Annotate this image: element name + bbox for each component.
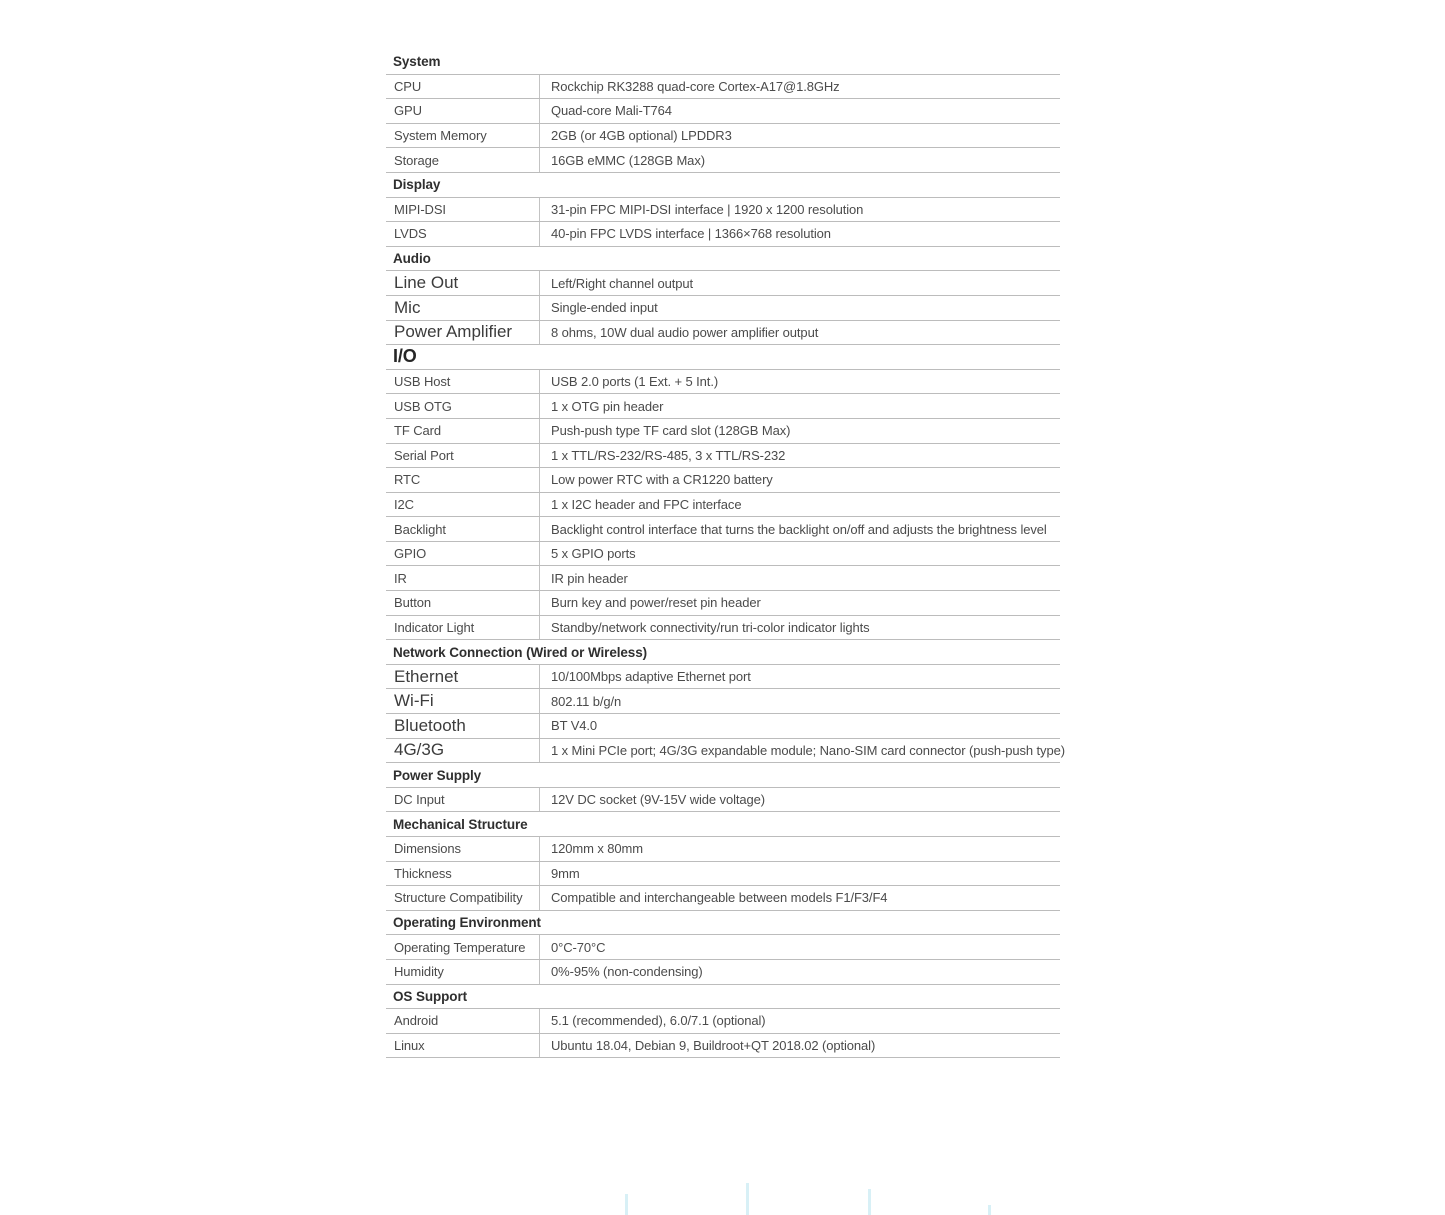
- spec-label: RTC: [386, 468, 540, 492]
- spec-row-power-amplifier: [386, 321, 1060, 346]
- spec-label: Button: [386, 591, 540, 615]
- spec-label: Operating Temperature: [386, 935, 540, 959]
- spec-row-indicator-light: [386, 616, 1060, 641]
- spec-value: 1 x I2C header and FPC interface: [551, 496, 742, 512]
- spec-value: Ubuntu 18.04, Debian 9, Buildroot+QT 2018.02 (optional): [551, 1038, 876, 1054]
- section-title: Display: [393, 177, 441, 193]
- spec-row-dc-input: [386, 788, 1060, 813]
- section-title: Audio: [393, 251, 431, 267]
- section-header-mechanical-structure: [386, 812, 1060, 837]
- spec-row-line-out: [386, 271, 1060, 296]
- spec-row-gpu: [386, 99, 1060, 124]
- footer-decoration-bar: [988, 1205, 991, 1215]
- spec-label: IR: [386, 566, 540, 590]
- spec-label: I2C: [386, 493, 540, 517]
- spec-label: GPU: [386, 99, 540, 123]
- section-header-audio: [386, 247, 1060, 272]
- spec-value: USB 2.0 ports (1 Ext. + 5 Int.): [551, 374, 719, 390]
- spec-row-mic: [386, 296, 1060, 321]
- spec-value: 1 x TTL/RS-232/RS-485, 3 x TTL/RS-232: [551, 447, 786, 463]
- section-title: OS Support: [393, 988, 467, 1004]
- spec-value: 10/100Mbps adaptive Ethernet port: [551, 669, 751, 685]
- spec-value: Push-push type TF card slot (128GB Max): [551, 423, 791, 439]
- spec-label: Ethernet: [386, 665, 540, 689]
- spec-label: Indicator Light: [386, 616, 540, 640]
- spec-value: 802.11 b/g/n: [551, 693, 622, 709]
- spec-label: Line Out: [386, 271, 540, 295]
- spec-value: 31-pin FPC MIPI-DSI interface | 1920 x 1200 resolution: [551, 201, 864, 217]
- spec-row-lvds: [386, 222, 1060, 247]
- spec-label: CPU: [386, 75, 540, 99]
- spec-label: MIPI-DSI: [386, 198, 540, 222]
- spec-label: Android: [386, 1009, 540, 1033]
- spec-row-bluetooth: [386, 714, 1060, 739]
- spec-row-ir: [386, 566, 1060, 591]
- footer-decoration-bar: [746, 1183, 749, 1215]
- spec-value: 9mm: [551, 865, 580, 881]
- spec-row-wi-fi: [386, 689, 1060, 714]
- spec-value: Left/Right channel output: [551, 275, 694, 291]
- spec-row-rtc: [386, 468, 1060, 493]
- spec-row-storage: [386, 148, 1060, 173]
- spec-value: BT V4.0: [551, 718, 598, 734]
- footer-decoration-bar: [625, 1194, 628, 1215]
- spec-label: USB Host: [386, 370, 540, 394]
- spec-label: Structure Compatibility: [386, 886, 540, 910]
- spec-label: Serial Port: [386, 444, 540, 468]
- spec-row-humidity: [386, 960, 1060, 985]
- spec-label: Wi-Fi: [386, 689, 540, 713]
- section-title: Operating Environment: [393, 915, 541, 931]
- spec-label: System Memory: [386, 124, 540, 148]
- spec-row-operating-temperature: [386, 935, 1060, 960]
- spec-value: 120mm x 80mm: [551, 841, 643, 857]
- spec-table: [386, 50, 1065, 1058]
- spec-label: Dimensions: [386, 837, 540, 861]
- spec-label: USB OTG: [386, 394, 540, 418]
- spec-row-usb-host: [386, 370, 1060, 395]
- section-header-display: [386, 173, 1060, 198]
- section-header-system: [386, 50, 1060, 75]
- spec-label: LVDS: [386, 222, 540, 246]
- spec-label: Linux: [386, 1034, 540, 1058]
- spec-value: Standby/network connectivity/run tri-color indicator lights: [551, 619, 870, 635]
- spec-value: 2GB (or 4GB optional) LPDDR3: [551, 128, 732, 144]
- spec-value: Backlight control interface that turns the backlight on/off and adjusts the brightness level: [551, 521, 1047, 537]
- spec-value: Compatible and interchangeable between models F1/F3/F4: [551, 890, 888, 906]
- spec-value: 8 ohms, 10W dual audio power amplifier output: [551, 324, 819, 340]
- spec-row-serial-port: [386, 444, 1060, 469]
- spec-label: Bluetooth: [386, 714, 540, 738]
- spec-row-dimensions: [386, 837, 1060, 862]
- spec-label: DC Input: [386, 788, 540, 812]
- spec-value: 5.1 (recommended), 6.0/7.1 (optional): [551, 1013, 766, 1029]
- spec-row-system-memory: [386, 124, 1060, 149]
- spec-label: TF Card: [386, 419, 540, 443]
- spec-value: Burn key and power/reset pin header: [551, 595, 761, 611]
- section-header-power-supply: [386, 763, 1060, 788]
- section-title: I/O: [393, 346, 417, 367]
- spec-label: Backlight: [386, 517, 540, 541]
- spec-value: 16GB eMMC (128GB Max): [551, 152, 705, 168]
- spec-row-structure-compatibility: [386, 886, 1060, 911]
- spec-label: Storage: [386, 148, 540, 172]
- spec-row-android: [386, 1009, 1060, 1034]
- spec-label: 4G/3G: [386, 739, 540, 763]
- section-header-operating-environment: [386, 911, 1060, 936]
- spec-value: 0°C-70°C: [551, 939, 606, 955]
- section-header-os-support: [386, 985, 1060, 1010]
- footer-decoration-bar: [868, 1189, 871, 1215]
- spec-row-button: [386, 591, 1060, 616]
- spec-row-tf-card: [386, 419, 1060, 444]
- spec-value: 5 x GPIO ports: [551, 546, 636, 562]
- spec-value: Single-ended input: [551, 300, 658, 316]
- section-title: Power Supply: [393, 767, 482, 783]
- spec-row-4g-3g: [386, 739, 1065, 764]
- spec-row-i2c: [386, 493, 1060, 518]
- spec-row-usb-otg: [386, 394, 1060, 419]
- spec-value: Low power RTC with a CR1220 battery: [551, 472, 773, 488]
- spec-label: Power Amplifier: [386, 321, 540, 345]
- spec-row-gpio: [386, 542, 1060, 567]
- spec-value: 1 x OTG pin header: [551, 398, 664, 414]
- spec-value: 0%-95% (non-condensing): [551, 964, 703, 980]
- spec-label: Humidity: [386, 960, 540, 984]
- spec-row-backlight: [386, 517, 1060, 542]
- spec-value: 1 x Mini PCIe port; 4G/3G expandable module; Nano-SIM card connector (push-push type): [551, 742, 1065, 758]
- spec-value: Quad-core Mali-T764: [551, 103, 672, 119]
- spec-value: Rockchip RK3288 quad-core Cortex-A17@1.8GHz: [551, 78, 840, 94]
- section-title: Network Connection (Wired or Wireless): [393, 644, 647, 660]
- spec-row-mipi-dsi: [386, 198, 1060, 223]
- spec-value: IR pin header: [551, 570, 628, 586]
- spec-label: Mic: [386, 296, 540, 320]
- section-header-i-o: [386, 345, 1060, 370]
- section-header-network-connection-wired-or-wireless: [386, 640, 1060, 665]
- spec-value: 40-pin FPC LVDS interface | 1366×768 resolution: [551, 226, 831, 242]
- spec-row-linux: [386, 1034, 1060, 1059]
- spec-value: 12V DC socket (9V-15V wide voltage): [551, 792, 765, 808]
- section-title: Mechanical Structure: [393, 816, 528, 832]
- spec-row-cpu: [386, 75, 1060, 100]
- spec-row-thickness: [386, 862, 1060, 887]
- spec-row-ethernet: [386, 665, 1060, 690]
- spec-label: GPIO: [386, 542, 540, 566]
- spec-label: Thickness: [386, 862, 540, 886]
- section-title: System: [393, 54, 441, 70]
